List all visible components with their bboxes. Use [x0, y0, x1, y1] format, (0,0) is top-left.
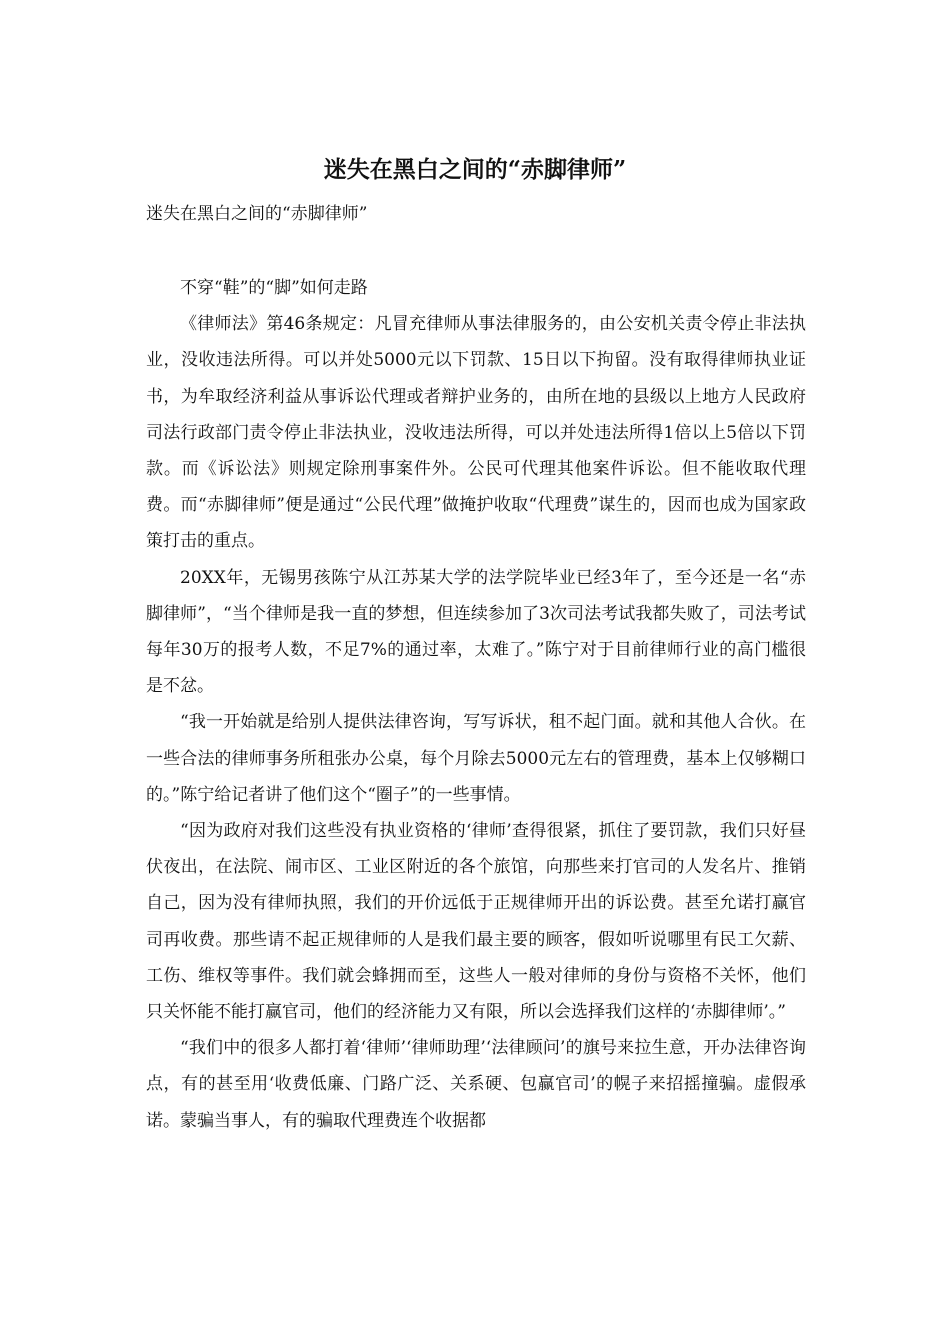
- body-paragraph: “因为政府对我们这些没有执业资格的‘律师’查得很紧，抓住了要罚款，我们只好昼伏夜出，在法院、闹市区、工业区附近的各个旅馆，向那些来打官司的人发名片、推销自己，因为没有律师执照，我们的开价远低于正规律师开出的诉讼费。甚至允诺打赢官司再收费。那些请不起正规律师的人是我们最主要的顾客，假如听说哪里有民工欠薪、工伤、维权等事件。我们就会蜂拥而至，这些人一般对律师的身份与资格不关怀，他们只关怀能不能打赢官司，他们的经济能力又有限，所以会选择我们这样的‘赤脚律师’。”: [146, 821, 806, 1023]
- section-heading: 不穿“鞋”的“脚”如何走路: [180, 278, 368, 298]
- document-subtitle: 迷失在黑白之间的“赤脚律师”: [146, 204, 368, 224]
- body-paragraph: “我一开始就是给别人提供法律咨询，写写诉状，租不起门面。就和其他人合伙。在一些合法的律师事务所租张办公桌，每个月除去5000元左右的管理费，基本上仅够糊口的。”陈宁给记者讲了他们这个“圈子”的一些事情。: [146, 712, 806, 805]
- document-title: 迷失在黑白之间的“赤脚律师”: [323, 156, 627, 183]
- body-paragraph: 《律师法》第46条规定：凡冒充律师从事法律服务的，由公安机关责令停止非法执业，没收违法所得。可以并处5000元以下罚歀、15日以下拘留。没有取得律师执业证书，为牟取经济利益从事诉讼代理或者辩护业务的，由所在地的县级以上地方人民政府司法行政部门责令停止非法执业，没收违法所得，可以并处违法所得1倍以上5倍以下罚款。而《诉讼法》则规定除刑事案件外。公民可代理其他案件诉讼。但不能收取代理费。而“赤脚律师”便是通过“公民代理”做掩护收取“代理费”谋生的，因而也成为国家政策打击的重点。: [146, 314, 806, 552]
- body-paragraph: 20XX年，无锡男孩陈宁从江苏某大学的法学院毕业已经3年了，至今还是一名“赤脚律师”，“当个律师是我一直的梦想，但连续参加了3次司法考试我都失败了，司法考试每年30万的报考人数，不足7%的通过率，太难了。”陈宁对于目前律师行业的高门槛很是不忿。: [146, 567, 806, 697]
- body-paragraph: “我们中的很多人都打着‘律师’‘律师助理’‘法律顾问’的旗号来拉生意，开办法律咨询点，有的甚至用‘收费低廉、门路广泛、关系硬、包赢官司’的幌子来招摇撞骗。虚假承诺。蒙骗当事人，有的骗取代理费连个收据都: [146, 1038, 806, 1131]
- document-body: [146, 270, 806, 1139]
